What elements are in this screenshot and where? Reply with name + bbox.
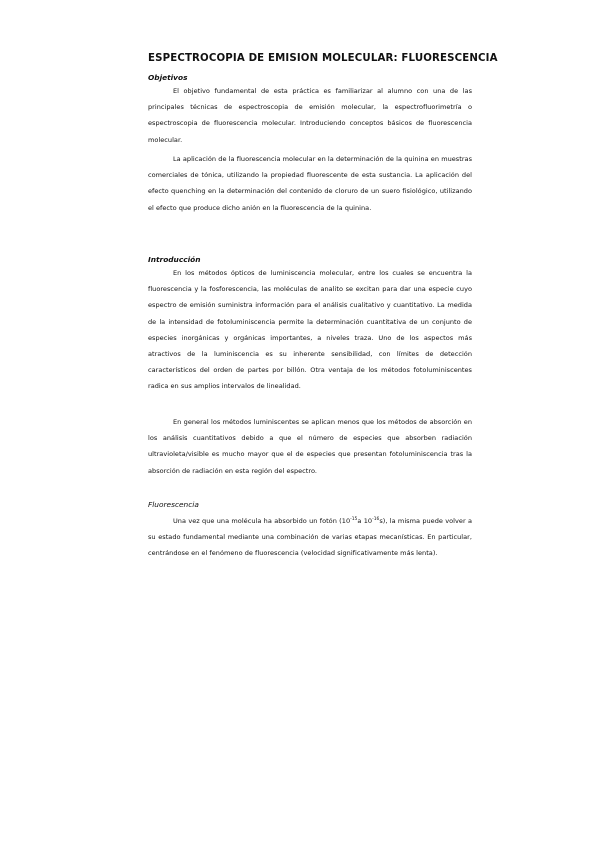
section-heading-objetivos: Objetivos	[148, 73, 188, 82]
exponent-minus-15: -15	[350, 517, 358, 522]
document-title: ESPECTROCOPIA DE EMISION MOLECULAR: FLUORESCENCIA	[148, 53, 498, 64]
fluorescencia-text-end: s), la misma puede volver a su estado fundamental mediante una combinación de varias etapas mecanísticas. En particular, centrándose en el fenómeno de fluorescencia (velocidad significativamente más lenta).	[148, 517, 473, 558]
objetivos-paragraph-1: El objetivo fundamental de esta práctica es familiarizar al alumno con una de las principales técnicas de espectroscopia de emisión molecular, la espectrofluorimetría o espectroscopia de fluorescencia molecular. Introduciendo conceptos básicos de fluorescencia molecular.	[148, 87, 472, 144]
fluorescencia-text-between: a 10	[357, 517, 373, 525]
section-heading-introduccion: Introducción	[148, 255, 201, 264]
fluorescencia-paragraph	[148, 513, 472, 562]
section-heading-fluorescencia: Fluorescencia	[148, 500, 199, 509]
fluorescencia-text-start: Una vez que una molécula ha absorbido un fotón (10	[173, 517, 351, 525]
objetivos-paragraph-2: La aplicación de la fluorescencia molecular en la determinación de la quinina en muestras comerciales de tónica, utilizando la propiedad fluorescente de esta sustancia. La aplicación del efecto quenching en la determinación del contenido de cloruro de un suero fisiológico, utilizando el efecto que produce dicho anión en la fluorescencia de la quinina.	[148, 155, 472, 212]
introduccion-paragraph-2: En general los métodos luminiscentes se aplican menos que los métodos de absorción en los análisis cuantitativos debido a que el número de especies que absorben radiación ultravioleta/visible es mucho mayor que el de especies que presentan fotoluminiscencia tras la absorción de radiación en esta región del espectro.	[148, 418, 472, 475]
introduccion-paragraph-1: En los métodos ópticos de luminiscencia molecular, entre los cuales se encuentra la fluorescencia y la fosforescencia, las moléculas de analito se excitan para dar una especie cuyo espectro de emisión suministra información para el análisis cualitativo y cuantitativo. La medida de la intensidad de fotoluminiscencia permite la determinación cuantitativa de un conjunto de especies inorgánicas y orgánicas importantes, a niveles traza. Uno de los aspectos más atractivos de la luminiscencia es su inherente sensibilidad, con límites de detección característicos del orden de partes por billón. Otra ventaja de los métodos fotoluminiscentes radica en sus amplios intervalos de linealidad.	[148, 269, 472, 391]
exponent-minus-16: -16	[372, 517, 380, 522]
